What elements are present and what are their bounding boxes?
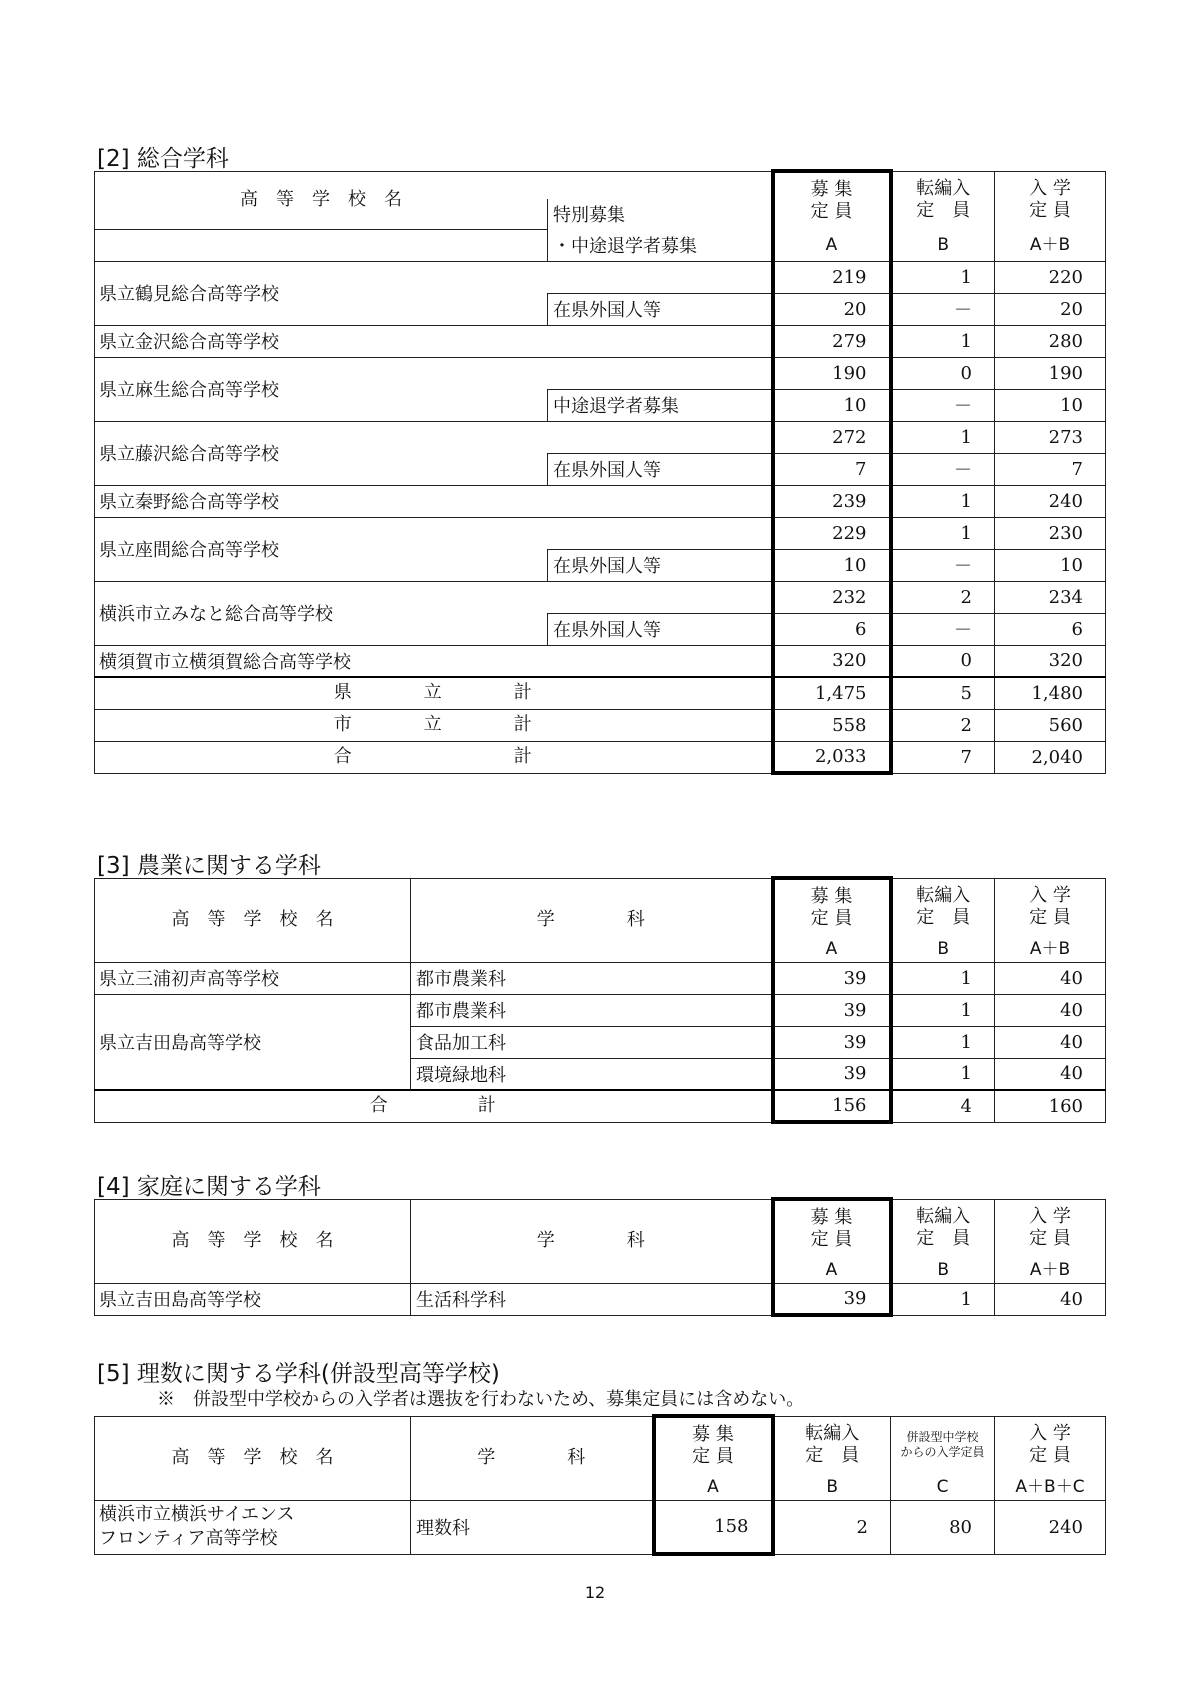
cell-a: 1,475 — [773, 677, 891, 709]
cell-b: － — [891, 613, 995, 645]
cell-ab: 190 — [995, 357, 1106, 389]
header-b-code: B — [891, 936, 995, 962]
cell-ab: 40 — [995, 1058, 1106, 1090]
header-a: 募 集 定 員 — [773, 878, 891, 936]
cell-a: 219 — [773, 261, 891, 293]
table-row — [95, 581, 1106, 613]
cell-ab: 240 — [995, 485, 1106, 517]
header-a: 募 集 定 員 — [773, 171, 891, 229]
header-ab: 入 学 定 員 — [995, 1199, 1106, 1257]
table-home-economics — [94, 1197, 1106, 1317]
table-agriculture — [94, 876, 1106, 1124]
header-b: 転編入 定 員 — [891, 171, 995, 229]
table-row — [95, 645, 1106, 677]
cell-b: 2 — [891, 581, 995, 613]
cell-a: 239 — [773, 485, 891, 517]
table-row — [95, 421, 1106, 453]
cell-ab: 10 — [995, 389, 1106, 421]
cell-a: 232 — [773, 581, 891, 613]
school-name: 県立藤沢総合高等学校 — [95, 421, 548, 485]
section-2-title: [2] 総合学科 — [97, 146, 229, 172]
header-ab-code: A＋B — [995, 1257, 1106, 1283]
header-b-code: B — [773, 1474, 891, 1500]
header-ab-code: A＋B — [995, 936, 1106, 962]
total-label: 合 計 — [95, 1090, 773, 1122]
cell-ab: 7 — [995, 453, 1106, 485]
cell-ab: 40 — [995, 994, 1106, 1026]
cell-a: 558 — [773, 709, 891, 741]
dept-name: 生活科学科 — [411, 1283, 773, 1315]
school-name: 県立座間総合高等学校 — [95, 517, 548, 581]
header-a-code: A — [773, 936, 891, 962]
header-school-name: 高 等 学 校 名 — [95, 1416, 411, 1500]
cell-ab: 40 — [995, 962, 1106, 994]
school-name: 県立麻生総合高等学校 — [95, 357, 548, 421]
special-category: 中途退学者募集 — [548, 389, 773, 421]
cell-a: 39 — [773, 1026, 891, 1058]
cell-b: 2 — [891, 709, 995, 741]
table-row — [95, 261, 1106, 293]
cell-b: 1 — [891, 421, 995, 453]
header-b-code: B — [891, 229, 995, 261]
cell-a: 229 — [773, 517, 891, 549]
school-name: 県立吉田島高等学校 — [95, 994, 411, 1090]
cell-a: 2,033 — [773, 741, 891, 773]
header-abc-code: A＋B＋C — [995, 1474, 1106, 1500]
cell-a: 156 — [773, 1090, 891, 1122]
header-special-1: 特別募集 — [548, 199, 773, 229]
cell-c: 80 — [891, 1500, 995, 1554]
cell-a: 39 — [773, 962, 891, 994]
school-name: 県立鶴見総合高等学校 — [95, 261, 548, 325]
table-row — [95, 357, 1106, 389]
cell-a: 279 — [773, 325, 891, 357]
cell-a: 39 — [773, 1283, 891, 1315]
dept-name: 食品加工科 — [411, 1026, 773, 1058]
school-name: 横浜市立みなと総合高等学校 — [95, 581, 548, 645]
header-abc: 入 学 定 員 — [995, 1416, 1106, 1474]
cell-ab: 10 — [995, 549, 1106, 581]
cell-a: 39 — [773, 1058, 891, 1090]
table-general-course — [94, 169, 1106, 775]
header-b: 転編入 定 員 — [773, 1416, 891, 1474]
cell-b: 0 — [891, 645, 995, 677]
cell-ab: 220 — [995, 261, 1106, 293]
total-label: 市 立 計 — [95, 709, 773, 741]
cell-b: 1 — [891, 485, 995, 517]
header-a: 募 集 定 員 — [773, 1199, 891, 1257]
table-row — [95, 325, 1106, 357]
header-ab: 入 学 定 員 — [995, 171, 1106, 229]
header-school-name: 高 等 学 校 名 — [95, 171, 548, 229]
cell-a: 190 — [773, 357, 891, 389]
cell-ab: 1,480 — [995, 677, 1106, 709]
page-number: 12 — [584, 1583, 606, 1602]
total-row — [95, 1090, 1106, 1122]
dept-name: 都市農業科 — [411, 962, 773, 994]
table-row — [95, 994, 1106, 1026]
header-ab: 入 学 定 員 — [995, 878, 1106, 936]
header-a: 募 集 定 員 — [654, 1416, 773, 1474]
header-a-code: A — [773, 1257, 891, 1283]
total-label: 合 計 — [95, 741, 773, 773]
school-name: 横須賀市立横須賀総合高等学校 — [95, 645, 548, 677]
cell-b: 1 — [891, 325, 995, 357]
dept-name: 都市農業科 — [411, 994, 773, 1026]
total-row — [95, 741, 1106, 773]
cell-ab: 20 — [995, 293, 1106, 325]
section-3-title: [3] 農業に関する学科 — [97, 853, 321, 879]
table-row — [95, 1283, 1106, 1315]
school-name: 県立吉田島高等学校 — [95, 1283, 411, 1315]
cell-b: － — [891, 549, 995, 581]
dept-name: 理数科 — [411, 1500, 654, 1554]
header-dept: 学 科 — [411, 878, 773, 962]
cell-b: 1 — [891, 1058, 995, 1090]
header-b: 転編入 定 員 — [891, 878, 995, 936]
cell-ab: 160 — [995, 1090, 1106, 1122]
total-row — [95, 709, 1106, 741]
cell-a: 39 — [773, 994, 891, 1026]
cell-b: 1 — [891, 1283, 995, 1315]
cell-ab: 234 — [995, 581, 1106, 613]
cell-a: 7 — [773, 453, 891, 485]
table-row — [95, 1500, 1106, 1554]
cell-b: － — [891, 389, 995, 421]
cell-abc: 240 — [995, 1500, 1106, 1554]
section-4-title: [4] 家庭に関する学科 — [97, 1174, 321, 1200]
table-row — [95, 517, 1106, 549]
header-a-code: A — [654, 1474, 773, 1500]
total-row — [95, 677, 1106, 709]
section-5-title: [5] 理数に関する学科(併設型高等学校) — [97, 1361, 500, 1387]
header-b-code: B — [891, 1257, 995, 1283]
table-row — [95, 485, 1106, 517]
header-dept: 学 科 — [411, 1416, 654, 1500]
header-school-name: 高 等 学 校 名 — [95, 1199, 411, 1283]
header-ab-code: A＋B — [995, 229, 1106, 261]
school-name: 県立金沢総合高等学校 — [95, 325, 548, 357]
school-name: 横浜市立横浜サイエンス フロンティア高等学校 — [95, 1500, 411, 1554]
special-category: 在県外国人等 — [548, 293, 773, 325]
cell-a: 6 — [773, 613, 891, 645]
special-category: 在県外国人等 — [548, 549, 773, 581]
cell-ab: 6 — [995, 613, 1106, 645]
cell-ab: 40 — [995, 1283, 1106, 1315]
cell-a: 272 — [773, 421, 891, 453]
cell-b: 1 — [891, 517, 995, 549]
header-special-2: ・中途退学者募集 — [548, 229, 773, 261]
cell-ab: 273 — [995, 421, 1106, 453]
school-name: 県立三浦初声高等学校 — [95, 962, 411, 994]
table-science — [94, 1414, 1106, 1556]
special-category: 在県外国人等 — [548, 613, 773, 645]
cell-a: 158 — [654, 1500, 773, 1554]
school-name: 県立秦野総合高等学校 — [95, 485, 548, 517]
cell-ab: 560 — [995, 709, 1106, 741]
cell-b: 0 — [891, 357, 995, 389]
header-c-code: C — [891, 1474, 995, 1500]
total-label: 県 立 計 — [95, 677, 773, 709]
cell-a: 320 — [773, 645, 891, 677]
header-dept: 学 科 — [411, 1199, 773, 1283]
cell-b: 1 — [891, 1026, 995, 1058]
cell-b: 1 — [891, 962, 995, 994]
cell-b: 5 — [891, 677, 995, 709]
section-5-note: ※ 併設型中学校からの入学者は選抜を行わないため、募集定員には含めない。 — [157, 1389, 805, 1410]
dept-name: 環境緑地科 — [411, 1058, 773, 1090]
cell-b: 4 — [891, 1090, 995, 1122]
header-c: 併設型中学校 からの入学定員 — [891, 1416, 995, 1474]
table-row — [95, 962, 1106, 994]
cell-b: 1 — [891, 261, 995, 293]
cell-ab: 40 — [995, 1026, 1106, 1058]
header-school-name: 高 等 学 校 名 — [95, 878, 411, 962]
cell-b: 2 — [773, 1500, 891, 1554]
cell-ab: 2,040 — [995, 741, 1106, 773]
cell-ab: 320 — [995, 645, 1106, 677]
header-b: 転編入 定 員 — [891, 1199, 995, 1257]
cell-b: 7 — [891, 741, 995, 773]
cell-a: 10 — [773, 389, 891, 421]
cell-b: － — [891, 293, 995, 325]
cell-ab: 280 — [995, 325, 1106, 357]
cell-ab: 230 — [995, 517, 1106, 549]
cell-a: 10 — [773, 549, 891, 581]
cell-b: － — [891, 453, 995, 485]
cell-b: 1 — [891, 994, 995, 1026]
special-category: 在県外国人等 — [548, 453, 773, 485]
cell-a: 20 — [773, 293, 891, 325]
header-a-code: A — [773, 229, 891, 261]
